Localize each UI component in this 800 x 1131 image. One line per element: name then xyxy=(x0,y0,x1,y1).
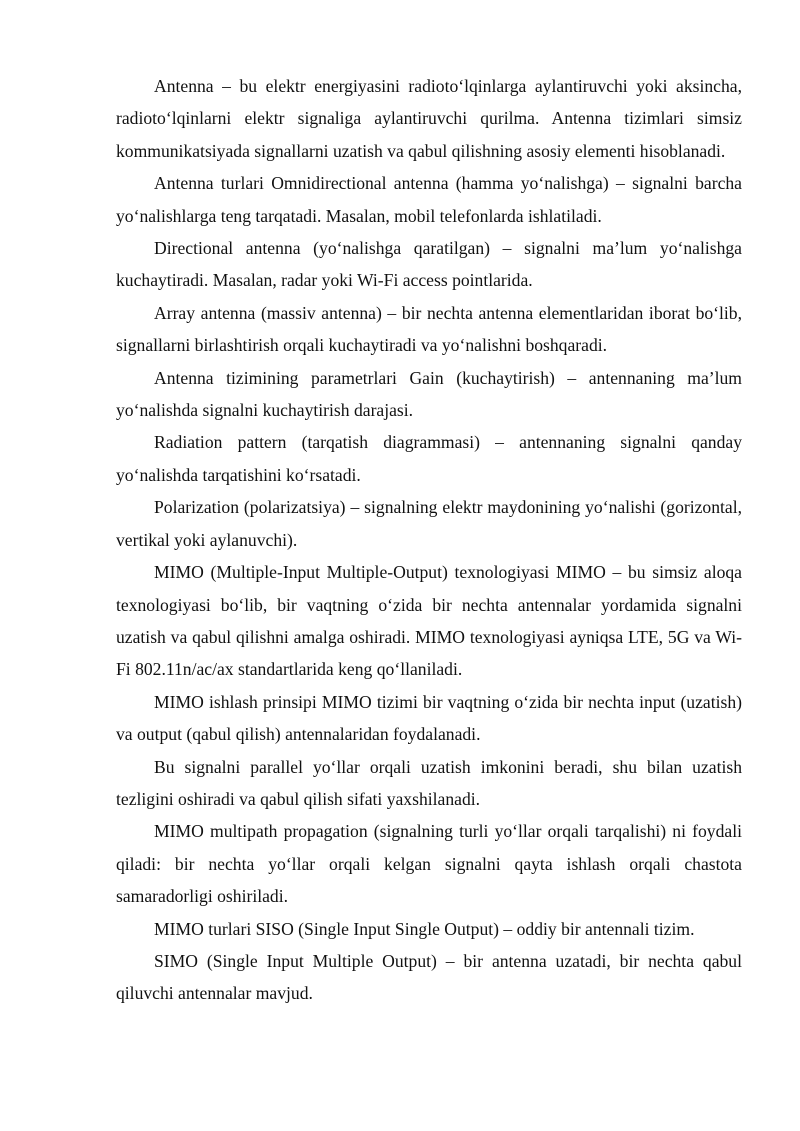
paragraph-multipath-propagation: MIMO multipath propagation (signalning turli yo‘llar orqali tarqalishi) ni foydali qiladi: bir nechta yo‘llar orqali kelgan signalni qayta ishlash orqali chastota samaradorligi oshiriladi. xyxy=(116,821,742,907)
paragraph-mimo-technology: MIMO (Multiple-Input Multiple-Output) texnologiyasi MIMO – bu simsiz aloqa texnologiyasi bo‘lib, bir vaqtning o‘zida bir nechta antennalar yordamida signalni uzatish va qabul qilishni amalga oshiradi. MIMO texnologiyasi ayniqsa LTE, 5G va Wi-Fi 802.11n/ac/ax standartlarida keng qo‘llaniladi. xyxy=(116,562,742,680)
paragraph-mimo-principle: MIMO ishlash prinsipi MIMO tizimi bir vaqtning o‘zida bir nechta input (uzatish) va output (qabul qilish) antennalaridan foydalanadi. xyxy=(116,691,742,745)
paragraph-array-antenna: Array antenna (massiv antenna) – bir nechta antenna elementlaridan iborat bo‘lib, signallarni birlashtirish orqali kuchaytiradi va yo‘nalishni boshqaradi. xyxy=(116,302,742,356)
paragraph-gain: Antenna tizimining parametrlari Gain (kuchaytirish) – antennaning ma’lum yo‘nalishda signalni kuchaytirish darajasi. xyxy=(116,367,742,421)
paragraph-omnidirectional-antenna: Antenna turlari Omnidirectional antenna (hamma yo‘nalishga) – signalni barcha yo‘nalishlarga teng tarqatadi. Masalan, mobil telefonlarda ishlatiladi. xyxy=(116,173,742,226)
paragraph-antenna-definition: Antenna – bu elektr energiyasini radioto‘lqinlarga aylantiruvchi yoki aksincha, radioto‘lqinlarni elektr signaliga aylantiruvchi qurilma. Antenna tizimlari simsiz kommunikatsiyada signallarni uzatish va qabul qilishning asosiy elementi hisoblanadi. xyxy=(116,76,742,161)
document-body xyxy=(116,70,742,1010)
paragraph-directional-antenna: Directional antenna (yo‘nalishga qaratilgan) – signalni ma’lum yo‘nalishga kuchaytiradi. Masalan, radar yoki Wi-Fi access pointlarida. xyxy=(116,238,742,291)
paragraph-siso: MIMO turlari SISO (Single Input Single Output) – oddiy bir antennali tizim. xyxy=(154,918,695,939)
paragraph-simo: SIMO (Single Input Multiple Output) – bir antenna uzatadi, bir nechta qabul qiluvchi antennalar mavjud. xyxy=(116,950,742,1004)
paragraph-parallel-paths: Bu signalni parallel yo‘llar orqali uzatish imkonini beradi, shu bilan uzatish tezligini oshiradi va qabul qilish sifati yaxshilanadi. xyxy=(116,756,742,809)
paragraph-polarization: Polarization (polarizatsiya) – signalning elektr maydonining yo‘nalishi (gorizontal, vertikal yoki aylanuvchi). xyxy=(116,497,742,550)
paragraph-radiation-pattern: Radiation pattern (tarqatish diagrammasi) – antennaning signalni qanday yo‘nalishda tarqatishini ko‘rsatadi. xyxy=(116,432,742,485)
